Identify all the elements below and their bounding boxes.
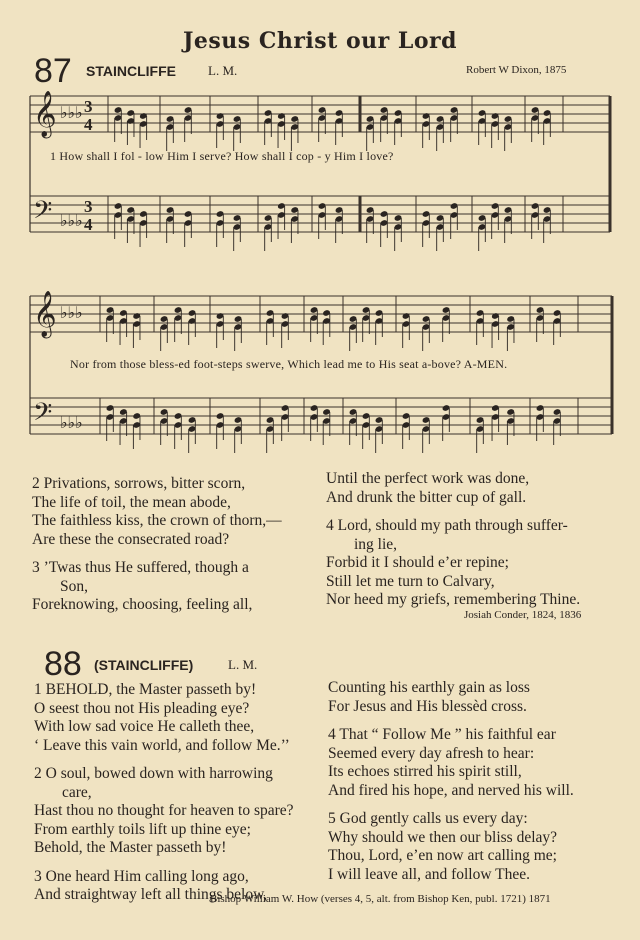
verse-line: And straightway left all things below, [34,886,268,903]
key-signature: ♭♭♭ [60,305,83,322]
verse-line: And drunk the bitter cup of gall. [326,488,527,506]
verse-line: 5 God gently calls us every day: [328,810,528,827]
time-signature: 4 [84,215,93,234]
verse-line: I will leave all, and follow Thee. [328,865,531,883]
verse-line [328,716,574,726]
hymn-87-tune: STAINCLIFFE [86,63,176,79]
verse-line: Hast thou no thought for heaven to spare? [34,802,294,819]
treble-clef-icon: 𝄞 [33,91,57,137]
hymn-87-verses-right [326,470,580,610]
verse-line: Behold, the Master passeth by! [34,839,227,856]
verse-line: The life of toil, the mean abode, [32,493,231,511]
hymn-87-composer: Robert W Dixon, 1875 [466,64,567,76]
verse-line: From earthly toils lift up thine eye; [34,820,251,838]
hymn-88-number: 88 [44,645,82,683]
verse-line [328,800,574,810]
hymn-88-tune: (STAINCLIFFE) [94,657,194,673]
verse-line: Still let me turn to Calvary, [326,572,495,590]
hymn-88-verses-right [328,679,574,884]
verse-line [326,507,580,517]
verse-line: ‘ Leave this vain world, and follow Me.’’ [34,736,290,754]
verse-line: Thou, Lord, e’en now art calling me; [328,847,557,864]
time-signature: 3 [84,197,93,216]
verse-line: Foreknowing, choosing, feeling all, [32,596,253,613]
verse-line: 3 ’Twas thus He suffered, though a [32,559,249,576]
verse-line: For Jesus and His blessèd cross. [328,697,527,715]
lyrics-line-2: Nor from those bless-ed foot-steps swerve, Which lead me to His seat a-bove? A-MEN. [70,357,508,371]
verse-line: And fired his hope, and nerved his will. [328,781,574,799]
verse-line: ing lie, [354,535,398,553]
verse-line: Counting his earthly gain as loss [328,679,530,696]
verse-line: 4 That “ Follow Me ” his faithful ear [328,726,556,743]
verse-line: The faithless kiss, the crown of thorn,— [32,512,282,529]
verse-line [32,549,282,559]
hymn-88-meter: L. M. [228,657,258,672]
hymn-87-number: 87 [34,52,72,90]
verse-line: Until the perfect work was done, [326,470,530,487]
verse-line: 1 BEHOLD, the Master passeth by! [34,681,257,698]
verse-line: Its echoes stirred his spirit still, [328,763,522,780]
verse-line: With low sad voice He calleth thee, [34,718,255,735]
key-signature: ♭♭♭ [60,415,83,432]
treble-clef-icon: 𝄞 [33,291,57,337]
hymn-88-author: Bishop William W. How (verses 4, 5, alt. from Bishop Ken, publ. 1721) 1871 [210,893,551,905]
page-title: Jesus Christ our Lord [182,28,458,54]
verse-line: Forbid it I should e’er repine; [326,554,509,571]
hymn-87-author: Josiah Conder, 1824, 1836 [464,609,582,621]
verse-line: 2 O soul, bowed down with harrowing [34,765,273,782]
verse-line: Are these the consecrated road? [32,530,230,548]
verse-line: 2 Privations, sorrows, bitter scorn, [32,475,246,492]
hymn-87-verses-left [32,475,282,615]
music-score [0,0,640,460]
verse-line: 4 Lord, should my path through suffer- [326,517,568,534]
verse-line: Why should we then our bliss delay? [328,828,558,846]
lyrics-line-1: 1 How shall I fol - low Him I serve? How shall I cop - y Him I love? [50,149,394,163]
verse-line [34,755,294,765]
verse-line: Son, [60,577,88,595]
hymn-87-meter: L. M. [208,63,238,78]
bass-clef-icon: 𝄢 [33,196,53,231]
verse-line: O seest thou not His pleading eye? [34,699,250,717]
key-signature: ♭♭♭ [60,105,83,122]
verse-line [34,858,294,868]
bass-clef-icon: 𝄢 [33,398,53,433]
time-signature: 4 [84,115,93,134]
verse-line: Seemed every day afresh to hear: [328,744,535,762]
hymn-88-verses-left [34,681,294,905]
key-signature: ♭♭♭ [60,213,83,230]
verse-line: Nor heed my griefs, remembering Thine. [326,591,581,608]
time-signature: 3 [84,97,93,116]
verse-line: care, [62,783,92,801]
verse-line: 3 One heard Him calling long ago, [34,867,249,885]
